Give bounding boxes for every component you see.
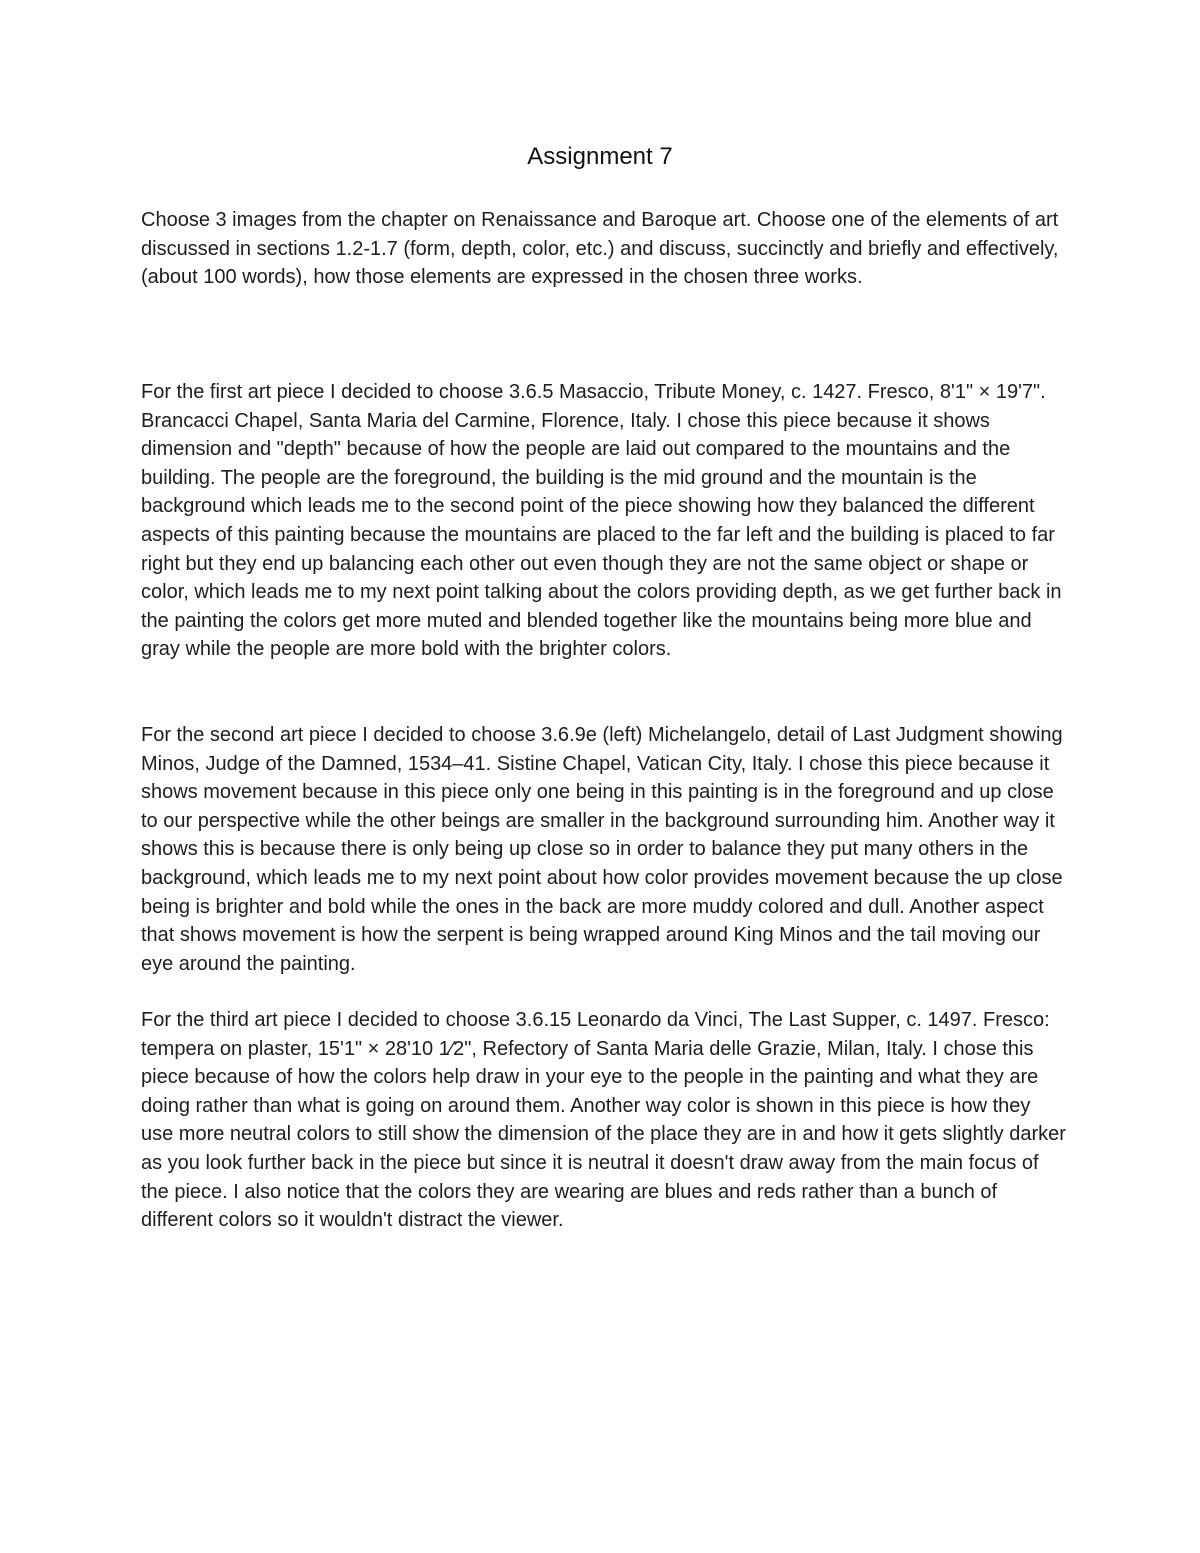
document-title: Assignment 7 (527, 143, 673, 170)
paragraph-first-art-piece: For the first art piece I decided to choose 3.6.5 Masaccio, Tribute Money, c. 1427. Fresco, 8'1" × 19'7". Brancacci Chapel, Santa Maria del Carmine, Florence, Italy. I chose this piece because it shows dimension and "depth" because of how the people are laid out compared to the mountains and the building. The people are the foreground, the building is the mid ground and the mountain is the background which leads me to the second point of the piece showing how they balanced the different aspects of this painting because the mountains are placed to the far left and the building is placed to far right but they end up balancing each other out even though they are not the same object or shape or color, which leads me to my next point talking about the colors providing depth, as we get further back in the painting the colors get more muted and blended together like the mountains being more blue and gray while the people are more bold with the brighter colors. (141, 381, 1062, 661)
paragraph-third-art-piece: For the third art piece I decided to choose 3.6.15 Leonardo da Vinci, The Last Supper, c. 1497. Fresco: tempera on plaster, 15'1" × 28'10 1⁄2", Refectory of Santa Maria delle Grazie, Milan, Italy. I chose this piece because of how the colors help draw in your eye to the people in the painting and what they are doing rather than what is going on around them. Another way color is shown in this piece is how they use more neutral colors to still show the dimension of the place they are in and how it gets slightly darker as you look further back in the piece but since it is neutral it doesn't draw away from the main focus of the piece. I also notice that the colors they are wearing are blues and reds rather than a bunch of different colors so it wouldn't distract the viewer. (141, 1009, 1066, 1232)
assignment-prompt: Choose 3 images from the chapter on Renaissance and Baroque art. Choose one of the elements of art discussed in sections 1.2-1.7 (form, depth, color, etc.) and discuss, succinctly and briefly and effectively, (about 100 words), how those elements are expressed in the chosen three works. (141, 209, 1059, 289)
paragraph-second-art-piece: For the second art piece I decided to choose 3.6.9e (left) Michelangelo, detail of Last Judgment showing Minos, Judge of the Damned, 1534–41. Sistine Chapel, Vatican City, Italy. I chose this piece because it shows movement because in this piece only one being in this painting is in the foreground and up close to our perspective while the other beings are smaller in the background surrounding him. Another way it shows this is because there is only being up close so in order to balance they put many others in the background, which leads me to my next point about how color provides movement because the up close being is brighter and bold while the ones in the back are more muddy colored and dull. Another aspect that shows movement is how the serpent is being wrapped around King Minos and the tail moving our eye around the painting. (141, 724, 1063, 975)
